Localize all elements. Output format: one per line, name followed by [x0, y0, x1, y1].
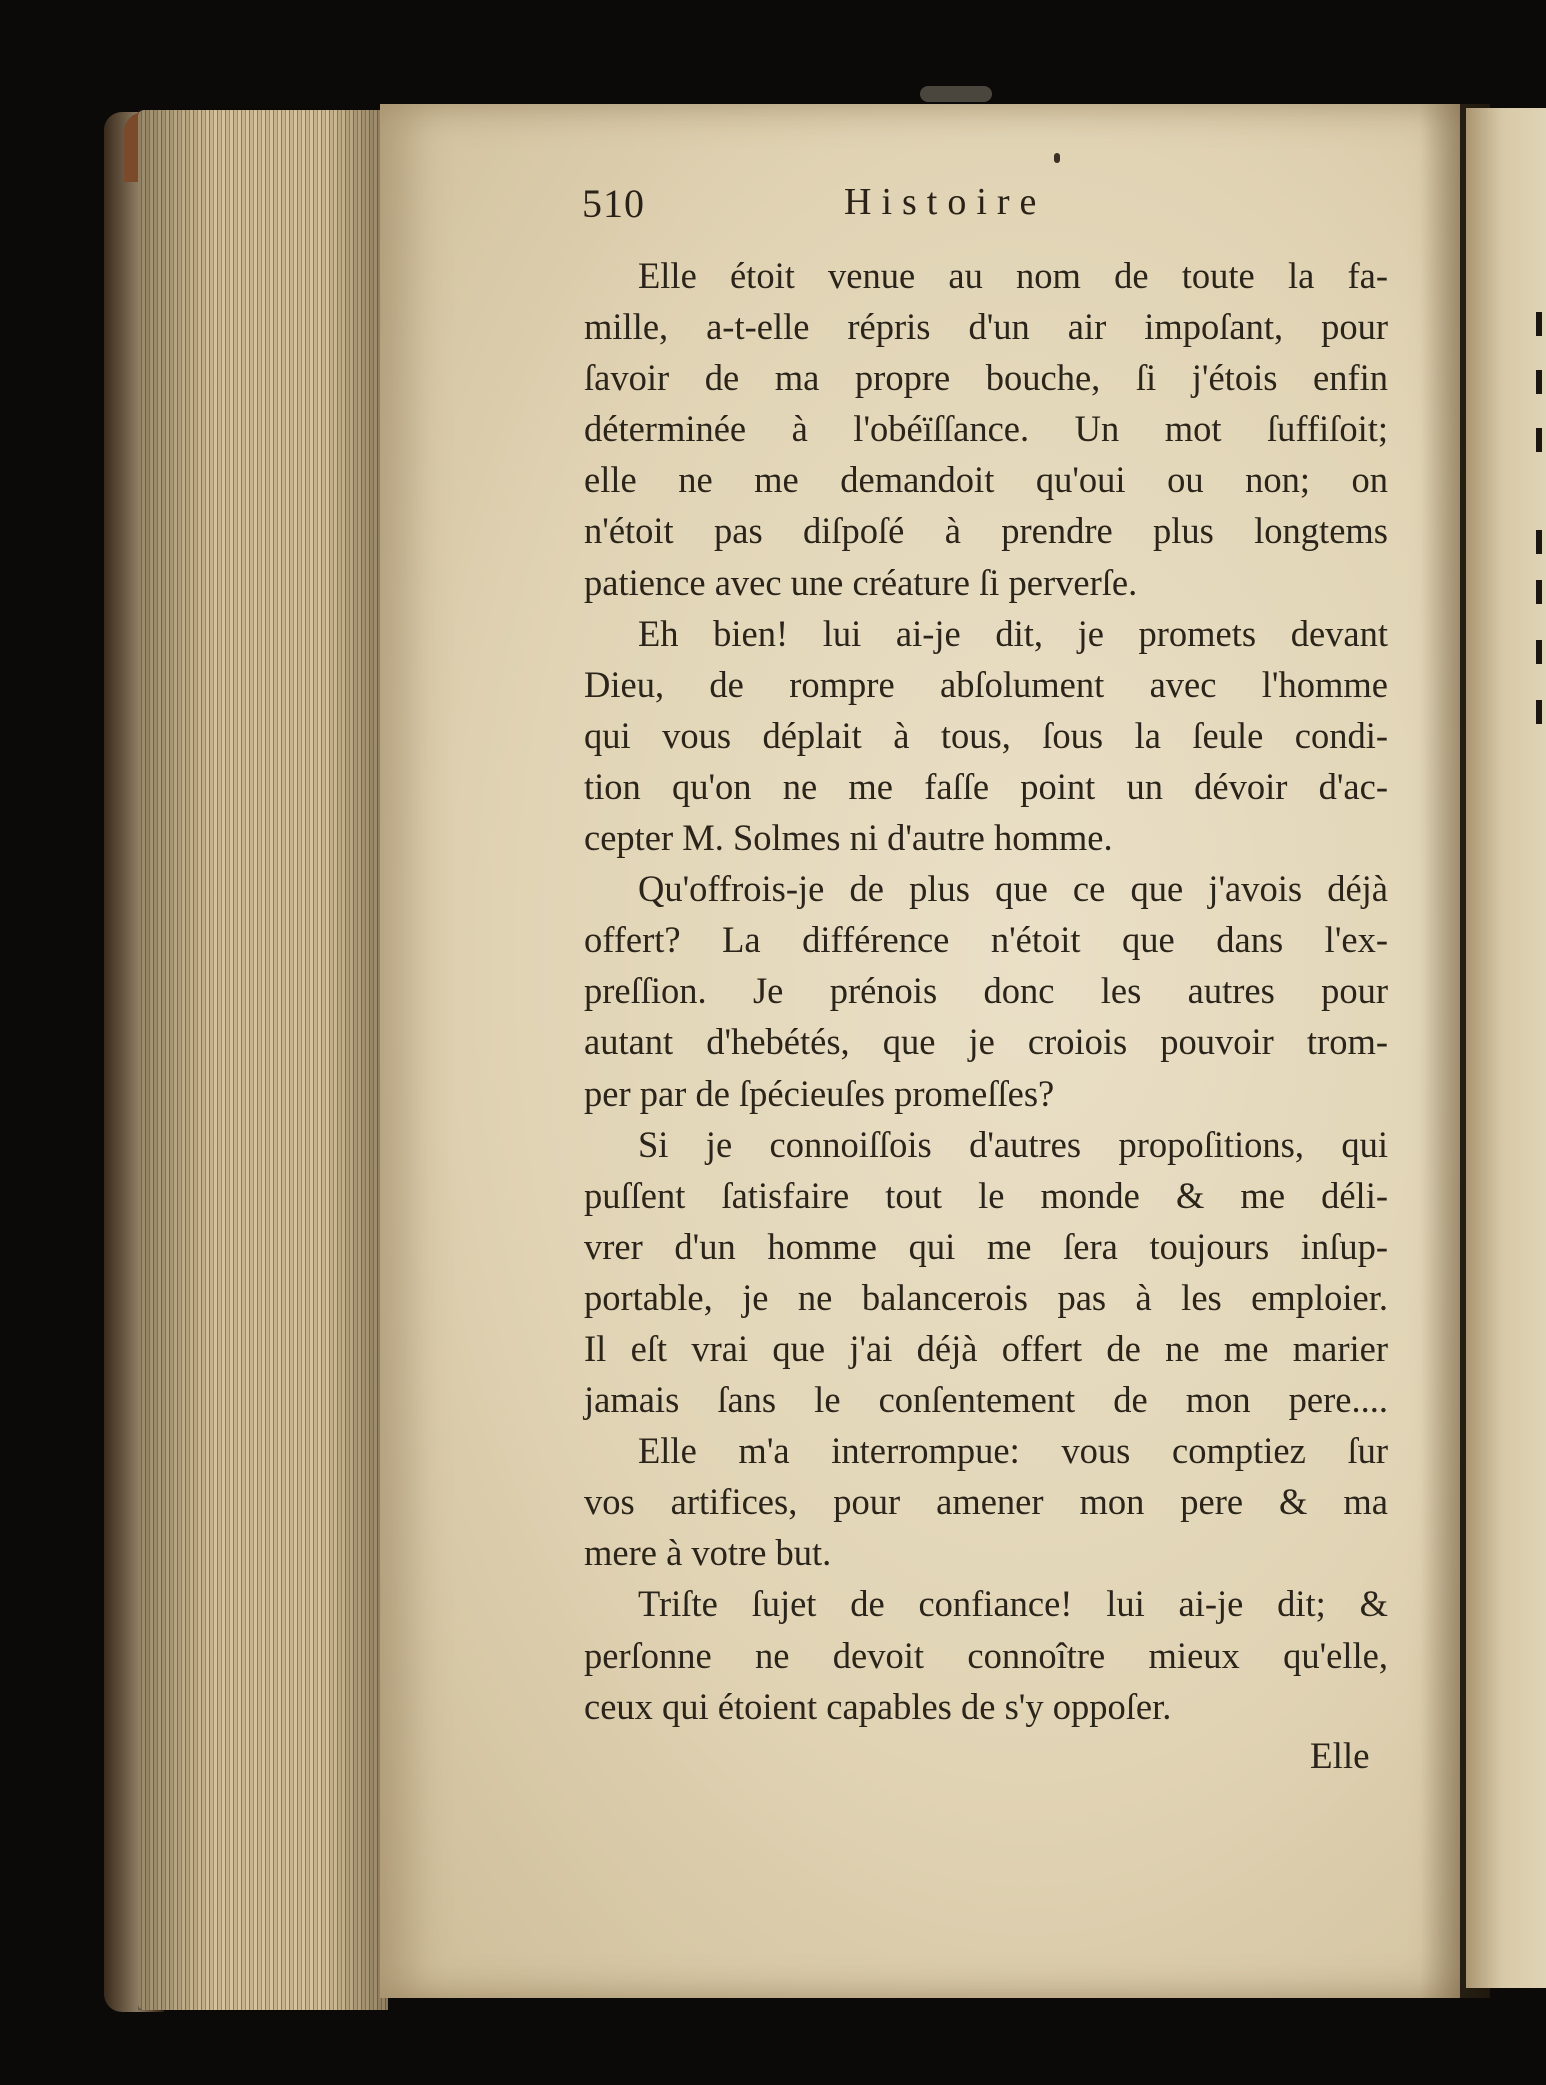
facing-page-glyph — [1536, 640, 1542, 664]
text-line: ſavoir de ma propre bouche, ſi j'étois enfin — [584, 357, 1388, 399]
facing-page-glyph — [1536, 428, 1542, 452]
body-text — [584, 250, 1388, 1732]
text-line: Si je connoiſſois d'autres propoſitions, qui — [638, 1123, 1388, 1165]
text-line: Il eſt vrai que j'ai déjà offert de ne me marier — [584, 1327, 1388, 1369]
paragraph-4 — [584, 1119, 1388, 1426]
facing-page-glyph — [1536, 312, 1542, 336]
paragraph-2 — [584, 608, 1388, 863]
facing-page — [1466, 108, 1546, 1988]
text-line: offert? La différence n'étoit que dans l'ex- — [584, 919, 1388, 961]
header-ornament-dot — [1054, 153, 1060, 163]
text-line: déterminée à l'obéïſſance. Un mot ſuffiſoit; — [584, 408, 1388, 450]
text-line: per par de ſpécieuſes promeſſes? — [584, 1072, 1055, 1114]
text-line: elle ne me demandoit qu'oui ou non; on — [584, 459, 1388, 501]
text-line: tion qu'on ne me faſſe point un dévoir d'ac- — [584, 765, 1388, 807]
paragraph-1 — [584, 250, 1388, 608]
facing-page-glyph — [1536, 580, 1542, 604]
text-line: patience avec une créature ſi perverſe. — [584, 561, 1138, 603]
text-line: qui vous déplait à tous, ſous la ſeule condi- — [584, 714, 1388, 756]
text-line: jamais ſans le conſentement de mon pere.... — [584, 1379, 1388, 1421]
text-line: Dieu, de rompre abſolument avec l'homme — [584, 663, 1388, 705]
text-line: perſonne ne devoit connoître mieux qu'elle, — [584, 1634, 1388, 1676]
text-line: Qu'offrois-je de plus que ce que j'avois déjà — [638, 868, 1388, 910]
text-line: n'étoit pas diſpoſé à prendre plus longtems — [584, 510, 1388, 552]
running-title: Histoire — [844, 181, 1047, 223]
paragraph-5 — [584, 1425, 1388, 1578]
page-edge-chip — [920, 86, 992, 102]
text-line: ceux qui étoient capables de s'y oppoſer. — [584, 1685, 1172, 1727]
text-line: vrer d'un homme qui me ſera toujours inſup- — [584, 1225, 1388, 1267]
paragraph-6 — [584, 1578, 1388, 1731]
text-line: puſſent ſatisfaire tout le monde & me déli- — [584, 1174, 1388, 1216]
text-line: vos artifices, pour amener mon pere & ma — [584, 1481, 1388, 1523]
text-line: cepter M. Solmes ni d'autre homme. — [584, 817, 1113, 859]
running-head — [582, 180, 1162, 228]
catchword: Elle — [1310, 1736, 1370, 1777]
text-line: Elle m'a interrompue: vous comptiez ſur — [638, 1430, 1388, 1472]
text-line: Eh bien! lui ai-je dit, je promets devant — [638, 612, 1388, 654]
text-line: autant d'hebétés, que je croiois pouvoir trom- — [584, 1021, 1388, 1063]
facing-page-glyph — [1536, 370, 1542, 394]
text-line: Elle étoit venue au nom de toute la fa- — [638, 255, 1388, 296]
text-line: mere à votre but. — [584, 1532, 832, 1574]
text-line: Triſte ſujet de confiance! lui ai-je dit; & — [638, 1583, 1388, 1625]
facing-page-glyph — [1536, 530, 1542, 554]
text-line: portable, je ne balancerois pas à les emploier. — [584, 1276, 1388, 1318]
page-number: 510 — [582, 181, 645, 226]
text-line: preſſion. Je prénois donc les autres pour — [584, 970, 1388, 1012]
facing-page-glyph — [1536, 700, 1542, 724]
paragraph-3 — [584, 863, 1388, 1118]
page-stack-shade — [138, 110, 388, 2010]
text-line: mille, a-t-elle répris d'un air impoſant, pour — [584, 306, 1388, 348]
